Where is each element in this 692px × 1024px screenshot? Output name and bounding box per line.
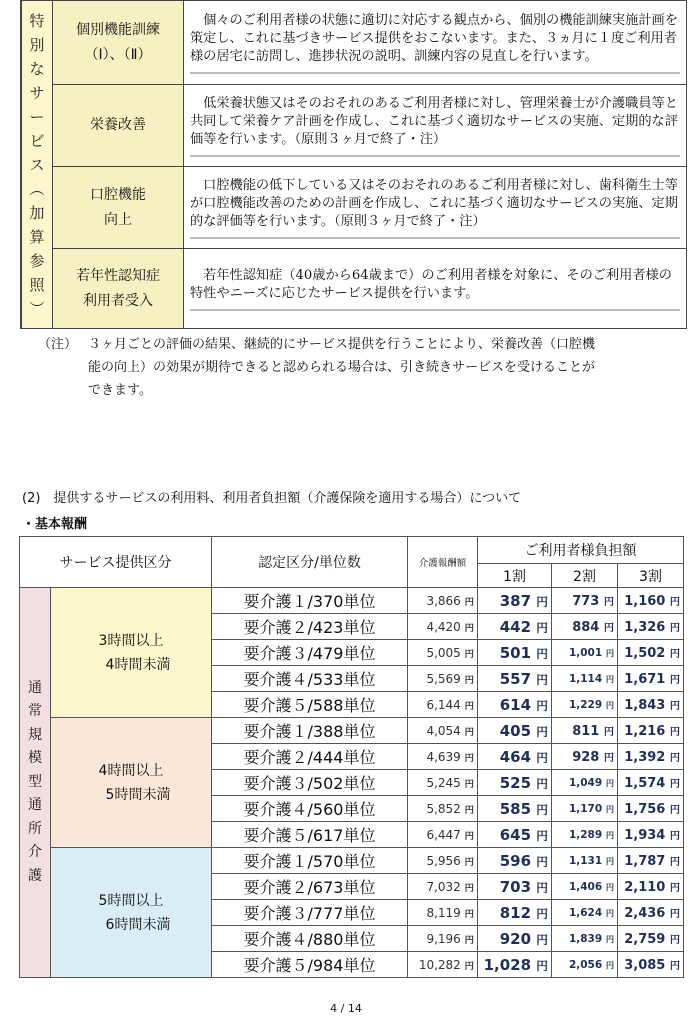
yen-unit: 円 — [464, 908, 474, 920]
burden-2-value: 2,056 — [568, 958, 603, 971]
burden-1 — [478, 900, 552, 926]
care-fee-value: 7,032 — [426, 879, 461, 894]
special-service-row — [21, 1, 687, 85]
vertical-label-char: 護 — [28, 867, 42, 884]
vertical-label-char: ス — [29, 155, 45, 174]
time-group-line: 4時間未満 — [91, 656, 171, 673]
service-name-line: 若年性認知症 — [76, 267, 160, 284]
burden-1-value: 387 — [499, 591, 532, 610]
special-service-name — [53, 167, 184, 249]
header-rate-2: 2割 — [552, 564, 618, 588]
yen-unit: 円 — [603, 726, 614, 738]
vertical-label-char: 所 — [28, 820, 42, 837]
yen-unit: 円 — [464, 830, 474, 842]
special-service-row — [21, 167, 687, 249]
burden-3-value: 1,756 — [624, 801, 666, 817]
yen-unit: 円 — [464, 778, 474, 790]
vertical-label-char: 加 — [29, 203, 45, 222]
burden-1 — [478, 796, 552, 822]
time-group-line: 4時間以上 — [98, 762, 164, 779]
yen-unit: 円 — [605, 647, 614, 658]
yen-unit: 円 — [536, 828, 548, 843]
service-type-vertical-label — [20, 588, 51, 978]
burden-3-value: 1,216 — [624, 723, 666, 739]
care-fee — [408, 848, 478, 874]
burden-1-value: 1,028 — [483, 955, 532, 974]
care-level-value: 要介護１/370単位 — [243, 592, 376, 611]
yen-unit: 円 — [536, 854, 548, 869]
yen-unit: 円 — [464, 674, 474, 686]
yen-unit: 円 — [669, 934, 680, 946]
burden-1 — [478, 770, 552, 796]
burden-3 — [618, 588, 684, 614]
burden-3-value: 1,574 — [624, 775, 666, 791]
burden-2 — [552, 666, 618, 692]
vertical-label-char: サ — [29, 83, 45, 102]
section-title: (2) 提供するサービスの利用料、利用者負担額（介護保険を適用する場合）について — [22, 491, 522, 506]
burden-1 — [478, 822, 552, 848]
care-level-value: 要介護５/617単位 — [243, 826, 376, 845]
burden-3-value: 1,392 — [624, 749, 666, 765]
vertical-label-char: ︵ — [29, 179, 45, 198]
burden-3 — [618, 614, 684, 640]
yen-unit: 円 — [536, 646, 548, 661]
care-fee — [408, 614, 478, 640]
vertical-label-char: 模 — [28, 750, 42, 767]
yen-unit: 円 — [669, 752, 680, 764]
yen-unit: 円 — [605, 699, 614, 710]
header-level: 認定区分/単位数 — [212, 537, 408, 588]
burden-3-value: 1,160 — [624, 593, 666, 609]
burden-1 — [478, 614, 552, 640]
yen-unit: 円 — [464, 700, 474, 712]
header-rate-1: 1割 — [478, 564, 552, 588]
fee-row — [20, 848, 684, 874]
burden-3-value: 1,326 — [624, 619, 666, 635]
fee-row — [20, 588, 684, 614]
care-fee-value: 3,866 — [426, 593, 461, 608]
care-level — [212, 614, 408, 640]
burden-2-value: 1,289 — [568, 828, 603, 841]
burden-1 — [478, 848, 552, 874]
burden-3 — [618, 874, 684, 900]
burden-1 — [478, 692, 552, 718]
care-level-value: 要介護４/533単位 — [243, 670, 376, 689]
care-level — [212, 874, 408, 900]
yen-unit: 円 — [464, 752, 474, 764]
care-level-value: 要介護３/777単位 — [243, 904, 376, 923]
special-service-name — [53, 249, 184, 329]
burden-2 — [552, 640, 618, 666]
care-level — [212, 822, 408, 848]
yen-unit: 円 — [669, 960, 680, 972]
care-fee — [408, 588, 478, 614]
vertical-label-char: 常 — [28, 703, 42, 720]
yen-unit: 円 — [605, 907, 614, 918]
burden-3-value: 1,934 — [624, 827, 666, 843]
burden-2-value: 928 — [572, 749, 600, 765]
burden-3-value: 2,436 — [624, 905, 666, 921]
burden-1 — [478, 952, 552, 978]
care-fee-value: 6,447 — [426, 827, 461, 842]
care-level — [212, 588, 408, 614]
vertical-label-char: 通 — [28, 797, 42, 814]
time-group-line: 5時間未満 — [91, 786, 171, 803]
vertical-label-char: 型 — [28, 773, 42, 790]
fee-row — [20, 718, 684, 744]
care-fee — [408, 666, 478, 692]
yen-unit: 円 — [669, 856, 680, 868]
yen-unit: 円 — [605, 855, 614, 866]
yen-unit: 円 — [464, 596, 474, 608]
time-group-label — [51, 718, 212, 848]
header-burden: ご利用者様負担額 — [478, 537, 684, 564]
burden-2-value: 1,049 — [568, 776, 603, 789]
burden-3 — [618, 770, 684, 796]
vertical-label-char: な — [29, 59, 45, 78]
yen-unit: 円 — [536, 906, 548, 921]
burden-2-value: 811 — [572, 723, 600, 739]
yen-unit: 円 — [669, 674, 680, 686]
service-name-line: 利用者受入 — [83, 292, 153, 309]
note-label: （注） — [38, 337, 78, 352]
burden-1 — [478, 588, 552, 614]
yen-unit: 円 — [464, 882, 474, 894]
care-level-value: 要介護５/588単位 — [243, 696, 376, 715]
note-text: ３ヶ月ごとの評価の結果、継続的にサービス提供を行うことにより、栄養改善（口腔機能の向上）の効果が期待できると認められる場合は、引き続きサービスを受けることができます。 — [88, 337, 596, 398]
burden-1-value: 501 — [499, 643, 532, 662]
care-fee-value: 5,852 — [426, 801, 461, 816]
vertical-label-char: ビ — [29, 131, 45, 150]
vertical-label-char: 別 — [29, 35, 45, 54]
care-level — [212, 718, 408, 744]
care-level-value: 要介護２/673単位 — [243, 878, 376, 897]
care-fee — [408, 822, 478, 848]
burden-3 — [618, 718, 684, 744]
yen-unit: 円 — [464, 804, 474, 816]
time-group-label — [51, 588, 212, 718]
care-fee-value: 4,639 — [426, 749, 461, 764]
burden-1-value: 405 — [499, 721, 532, 740]
time-group-line: 6時間未満 — [91, 916, 171, 933]
time-group-label — [51, 848, 212, 978]
burden-1-value: 703 — [499, 877, 532, 896]
burden-2 — [552, 952, 618, 978]
burden-2-value: 1,624 — [568, 906, 603, 919]
special-service-row — [21, 85, 687, 167]
time-group-line: 5時間以上 — [98, 892, 164, 909]
yen-unit: 円 — [536, 724, 548, 739]
service-name-line: 栄養改善 — [90, 117, 146, 133]
burden-3 — [618, 926, 684, 952]
care-fee-value: 4,054 — [426, 723, 461, 738]
yen-unit: 円 — [464, 622, 474, 634]
burden-2-value: 1,229 — [568, 698, 603, 711]
burden-3 — [618, 952, 684, 978]
vertical-label-char: 照 — [29, 275, 45, 294]
care-fee-value: 6,144 — [426, 697, 461, 712]
yen-unit: 円 — [605, 881, 614, 892]
burden-1-value: 557 — [499, 669, 532, 688]
burden-2-value: 1,839 — [568, 932, 603, 945]
burden-3 — [618, 666, 684, 692]
vertical-label-char: 特 — [29, 11, 45, 30]
service-name-line: 口腔機能 — [90, 186, 146, 203]
time-group-line: 3時間以上 — [98, 632, 164, 649]
burden-3-value: 1,787 — [624, 853, 666, 869]
burden-3-value: 1,671 — [624, 671, 666, 687]
care-fee — [408, 952, 478, 978]
yen-unit: 円 — [605, 959, 614, 970]
burden-2-value: 1,114 — [568, 672, 603, 685]
burden-1 — [478, 640, 552, 666]
care-level-value: 要介護１/388単位 — [243, 722, 376, 741]
burden-3 — [618, 744, 684, 770]
burden-2 — [552, 926, 618, 952]
care-level — [212, 770, 408, 796]
care-fee — [408, 718, 478, 744]
yen-unit: 円 — [464, 648, 474, 660]
care-level — [212, 926, 408, 952]
yen-unit: 円 — [536, 594, 548, 609]
header-rate-3: 3割 — [618, 564, 684, 588]
burden-1-value: 614 — [499, 695, 532, 714]
service-name-line: 向上 — [104, 211, 132, 228]
burden-1-value: 812 — [499, 903, 532, 922]
burden-1 — [478, 666, 552, 692]
yen-unit: 円 — [536, 958, 548, 973]
yen-unit: 円 — [669, 700, 680, 712]
care-fee — [408, 900, 478, 926]
burden-1-value: 585 — [499, 799, 532, 818]
vertical-label-char: 算 — [29, 227, 45, 246]
yen-unit: 円 — [464, 726, 474, 738]
burden-3-value: 2,759 — [624, 931, 666, 947]
subsection-title: ・基本報酬 — [22, 517, 88, 532]
care-fee-value: 5,005 — [426, 645, 461, 660]
burden-2 — [552, 718, 618, 744]
care-fee-value: 8,119 — [426, 905, 461, 920]
care-fee — [408, 874, 478, 900]
header-service: サービス提供区分 — [20, 537, 212, 588]
care-level-value: 要介護５/984単位 — [243, 956, 376, 975]
care-level-value: 要介護２/444単位 — [243, 748, 376, 767]
burden-1-value: 645 — [499, 825, 532, 844]
burden-2 — [552, 588, 618, 614]
care-fee — [408, 744, 478, 770]
yen-unit: 円 — [603, 622, 614, 634]
description-text: 若年性認知症（40歳から64歳まで）のご利用者様を対象に、そのご利用者様の特性やニーズに応じたサービス提供を行います。 — [190, 267, 680, 311]
vertical-label-char: ー — [29, 107, 45, 126]
yen-unit: 円 — [536, 620, 548, 635]
care-fee — [408, 770, 478, 796]
yen-unit: 円 — [669, 648, 680, 660]
yen-unit: 円 — [669, 596, 680, 608]
yen-unit: 円 — [536, 932, 548, 947]
burden-2 — [552, 796, 618, 822]
yen-unit: 円 — [603, 752, 614, 764]
yen-unit: 円 — [669, 908, 680, 920]
special-service-description — [184, 167, 687, 249]
special-service-name — [53, 85, 184, 167]
yen-unit: 円 — [605, 777, 614, 788]
special-services-table — [20, 0, 687, 329]
special-service-description — [184, 1, 687, 85]
header-fee: 介護報酬額 — [408, 537, 478, 588]
care-level-value: 要介護２/423単位 — [243, 618, 376, 637]
yen-unit: 円 — [536, 776, 548, 791]
burden-1 — [478, 874, 552, 900]
yen-unit: 円 — [536, 880, 548, 895]
burden-2-value: 884 — [572, 619, 600, 635]
yen-unit: 円 — [605, 933, 614, 944]
burden-1-value: 596 — [499, 851, 532, 870]
yen-unit: 円 — [605, 829, 614, 840]
care-fee-value: 5,569 — [426, 671, 461, 686]
burden-3-value: 2,110 — [624, 879, 666, 895]
care-level-value: 要介護３/479単位 — [243, 644, 376, 663]
note — [38, 333, 598, 402]
yen-unit: 円 — [605, 803, 614, 814]
burden-1-value: 920 — [499, 929, 532, 948]
yen-unit: 円 — [464, 856, 474, 868]
burden-2 — [552, 848, 618, 874]
care-level — [212, 952, 408, 978]
burden-2-value: 1,001 — [568, 646, 603, 659]
burden-3-value: 1,502 — [624, 645, 666, 661]
care-fee — [408, 926, 478, 952]
burden-1-value: 525 — [499, 773, 532, 792]
vertical-label-char: 介 — [28, 844, 42, 861]
burden-2-value: 773 — [572, 593, 600, 609]
burden-1-value: 442 — [499, 617, 532, 636]
vertical-label-char: 通 — [28, 679, 42, 696]
care-level — [212, 666, 408, 692]
special-service-description — [184, 85, 687, 167]
care-level — [212, 796, 408, 822]
description-text: 低栄養状態又はそのおそれのあるご利用者様に対し、管理栄養士が介護職員等と共同して栄養ケア計画を作成し、これに基づく適切なサービスの実施、定期的な評価等を行います。（原則３ヶ月で終了・注） — [190, 95, 680, 157]
special-service-row — [21, 249, 687, 329]
special-service-vertical-label — [21, 1, 53, 329]
fee-table — [19, 536, 684, 978]
burden-3-value: 3,085 — [624, 957, 666, 973]
special-service-name — [53, 1, 184, 85]
yen-unit: 円 — [464, 934, 474, 946]
yen-unit: 円 — [536, 802, 548, 817]
care-level — [212, 900, 408, 926]
burden-3 — [618, 900, 684, 926]
care-fee — [408, 692, 478, 718]
care-fee-value: 10,282 — [418, 957, 461, 972]
yen-unit: 円 — [603, 596, 614, 608]
burden-2 — [552, 744, 618, 770]
vertical-label-char: ︶ — [29, 299, 45, 318]
page-number: 4 / 14 — [330, 1002, 362, 1015]
care-fee — [408, 640, 478, 666]
yen-unit: 円 — [536, 698, 548, 713]
yen-unit: 円 — [669, 726, 680, 738]
burden-2 — [552, 614, 618, 640]
description-text: 口腔機能の低下している又はそのおそれのあるご利用者様に対し、歯科衛生士等が口腔機能改善のための計画を作成し、これに基づく適切なサービスの実施、定期的な評価等を行います。（原則３ヶ月で終了・注） — [190, 177, 680, 239]
care-fee — [408, 796, 478, 822]
care-level — [212, 692, 408, 718]
care-level-value: 要介護１/570単位 — [243, 852, 376, 871]
burden-1 — [478, 926, 552, 952]
burden-3 — [618, 848, 684, 874]
care-level — [212, 848, 408, 874]
burden-3-value: 1,843 — [624, 697, 666, 713]
burden-3 — [618, 692, 684, 718]
yen-unit: 円 — [536, 672, 548, 687]
yen-unit: 円 — [669, 830, 680, 842]
care-level — [212, 640, 408, 666]
yen-unit: 円 — [669, 882, 680, 894]
service-name-line: （Ⅰ）、（Ⅱ） — [84, 46, 152, 63]
yen-unit: 円 — [464, 960, 474, 972]
care-fee-value: 4,420 — [426, 619, 461, 634]
burden-3 — [618, 822, 684, 848]
yen-unit: 円 — [605, 673, 614, 684]
burden-2 — [552, 770, 618, 796]
vertical-label-char: 参 — [29, 251, 45, 270]
yen-unit: 円 — [669, 622, 680, 634]
burden-3 — [618, 640, 684, 666]
burden-1 — [478, 744, 552, 770]
description-text: 個々のご利用者様の状態に適切に対応する観点から、個別の機能訓練実施計画を策定し、これに基づきサービス提供をおこないます。また、３ヵ月に１度ご利用者様の居宅に訪問し、進捗状況の説明、訓練内容の見直しを行います。 — [190, 12, 680, 74]
service-name-line: 個別機能訓練 — [76, 21, 160, 38]
burden-2-value: 1,406 — [568, 880, 603, 893]
burden-2 — [552, 900, 618, 926]
burden-2-value: 1,170 — [568, 802, 603, 815]
care-level — [212, 744, 408, 770]
burden-2-value: 1,131 — [568, 854, 603, 867]
burden-2 — [552, 874, 618, 900]
care-fee-value: 5,956 — [426, 853, 461, 868]
yen-unit: 円 — [669, 804, 680, 816]
burden-1-value: 464 — [499, 747, 532, 766]
care-level-value: 要介護４/560単位 — [243, 800, 376, 819]
special-service-description — [184, 249, 687, 329]
yen-unit: 円 — [669, 778, 680, 790]
care-fee-value: 9,196 — [426, 931, 461, 946]
care-level-value: 要介護３/502単位 — [243, 774, 376, 793]
burden-1 — [478, 718, 552, 744]
vertical-label-char: 規 — [28, 726, 42, 743]
burden-3 — [618, 796, 684, 822]
care-fee-value: 5,245 — [426, 775, 461, 790]
yen-unit: 円 — [536, 750, 548, 765]
burden-2 — [552, 822, 618, 848]
burden-2 — [552, 692, 618, 718]
care-level-value: 要介護４/880単位 — [243, 930, 376, 949]
